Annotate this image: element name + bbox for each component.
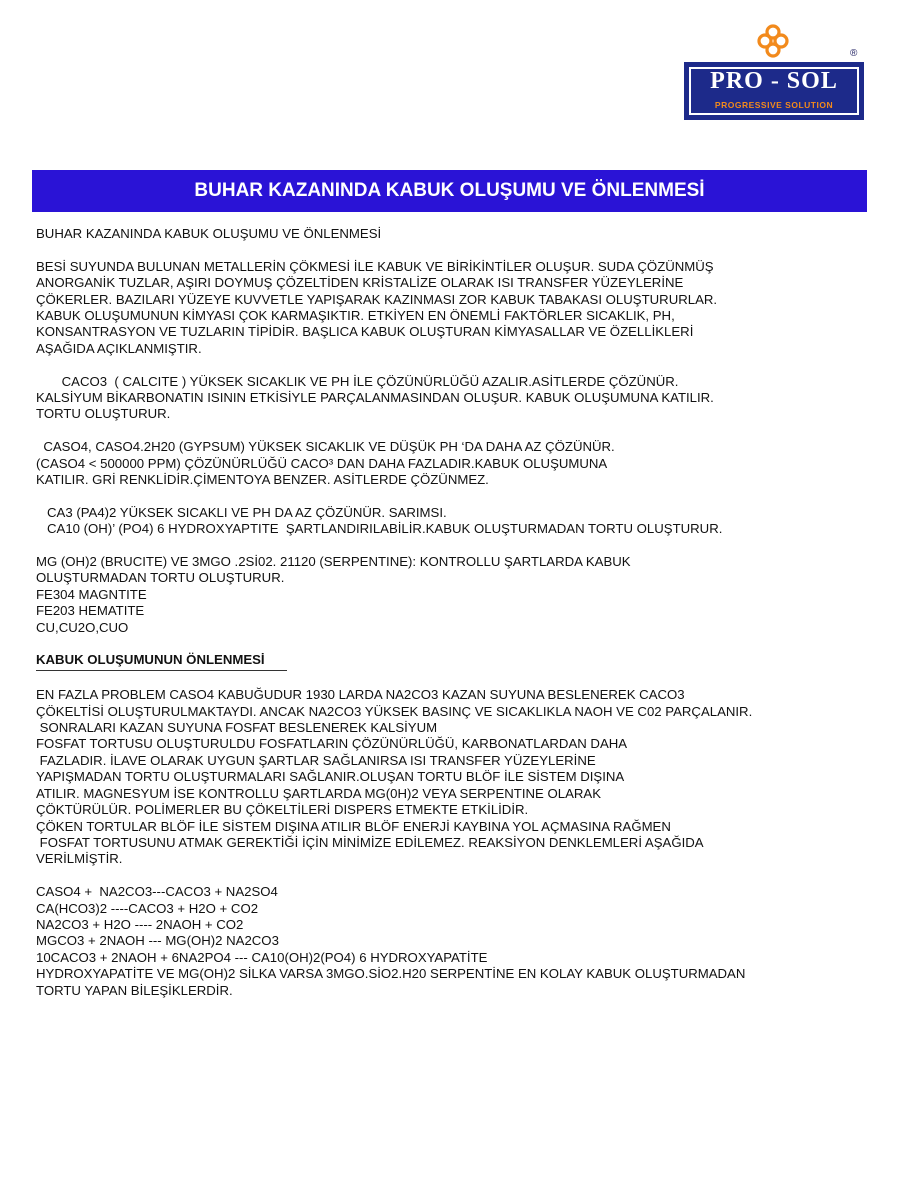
text-line: SONRALARI KAZAN SUYUNA FOSFAT BESLENEREK KALSİYUM	[36, 720, 438, 736]
text-line: MG (OH)2 (BRUCITE) VE 3MGO .2Sİ02. 21120 (SERPENTINE): KONTROLLU ŞARTLARDA KABUK	[36, 554, 631, 570]
text-line: KABUK OLUŞUMUNUN KİMYASI ÇOK KARMAŞIKTIR. ETKİYEN EN ÖNEMLİ FAKTÖRLER SICAKLIK, PH,	[36, 308, 675, 324]
text-line: ANORGANİK TUZLAR, AŞIRI DOYMUŞ ÇÖZELTİDEN KRİSTALİZE OLARAK ISI TRANSFER YÜZEYLERİNE	[36, 275, 684, 291]
text-line: BESİ SUYUNDA BULUNAN METALLERİN ÇÖKMESİ İLE KABUK VE BİRİKİNTİLER OLUŞUR. SUDA ÇÖZÜNMÜŞ	[36, 258, 714, 274]
text-line: EN FAZLA PROBLEM CASO4 KABUĞUDUR 1930 LARDA NA2CO3 KAZAN SUYUNA BESLENEREK CACO3	[36, 687, 685, 703]
text-line: CASO4, CASO4.2H20 (GYPSUM) YÜKSEK SICAKLIK VE DÜŞÜK PH ‘DA DAHA AZ ÇÖZÜNÜR.	[36, 439, 615, 455]
text-line: VERİLMİŞTİR.	[36, 851, 123, 867]
text-line: CA(HCO3)2 ----CACO3 + H2O + CO2	[36, 900, 259, 916]
flower-icon	[754, 24, 792, 58]
text-line: YAPIŞMADAN TORTU OLUŞTURMALARI SAĞLANIR.OLUŞAN TORTU BLÖF İLE SİSTEM DIŞINA	[36, 769, 625, 785]
paragraph	[36, 374, 866, 423]
paragraph	[36, 884, 866, 999]
text-line: TORTU YAPAN BİLEŞİKLERDİR.	[36, 982, 233, 998]
text-line: KATILIR. GRİ RENKLİDİR.ÇİMENTOYA BENZER. ASİTLERDE ÇÖZÜNMEZ.	[36, 472, 489, 488]
text-line: CA10 (OH)’ (PO4) 6 HYDROXYAPTITE ŞARTLANDIRILABİLİR.KABUK OLUŞTURMADAN TORTU OLUŞTURUR.	[36, 521, 723, 537]
text-line: ÇÖKERLER. BAZILARI YÜZEYE KUVVETLE YAPIŞARAK KAZINMASI ZOR KABUK TABAKASI OLUŞTURURLAR.	[36, 291, 718, 307]
text-line: ÇÖKELTİSİ OLUŞTURULMAKTAYDI. ANCAK NA2CO3 YÜKSEK BASINÇ VE SICAKLIKLA NAOH VE C02 PARÇALANIR.	[36, 703, 753, 719]
text-line: CU,CU2O,CUO	[36, 619, 129, 635]
paragraph	[36, 505, 866, 538]
paragraph	[36, 439, 866, 488]
text-line: FAZLADIR. İLAVE OLARAK UYGUN ŞARTLAR SAĞLANIRSA ISI TRANSFER YÜZEYLERİNE	[36, 752, 596, 768]
text-line: KONSANTRASYON VE TUZLARIN TİPİDİR. BAŞLICA KABUK OLUŞTURAN KİMYASALLAR VE ÖZELLİKLERİ	[36, 324, 694, 340]
title-banner: BUHAR KAZANINDA KABUK OLUŞUMU VE ÖNLENMESİ	[32, 170, 867, 212]
text-line: CACO3 ( CALCITE ) YÜKSEK SICAKLIK VE PH İLE ÇÖZÜNÜRLÜĞÜ AZALIR.ASİTLERDE ÇÖZÜNÜR.	[36, 373, 679, 389]
text-line: (CASO4 < 500000 PPM) ÇÖZÜNÜRLÜĞÜ CACO³ DAN DAHA FAZLADIR.KABUK OLUŞUMUNA	[36, 455, 608, 471]
text-line: NA2CO3 + H2O ---- 2NAOH + CO2	[36, 916, 244, 932]
text-line: AŞAĞIDA AÇIKLANMIŞTIR.	[36, 340, 202, 356]
registered-mark: ®	[850, 48, 858, 59]
section-heading: KABUK OLUŞUMUNUN ÖNLENMESİ	[36, 652, 287, 670]
text-line: HYDROXYAPATİTE VE MG(OH)2 SİLKA VARSA 3MGO.SİO2.H20 SERPENTİNE EN KOLAY KABUK OLUŞTURMADAN	[36, 966, 746, 982]
paragraph	[36, 687, 866, 867]
text-line: 10CACO3 + 2NAOH + 6NA2PO4 --- CA10(OH)2(PO4) 6 HYDROXYAPATİTE	[36, 949, 488, 965]
text-line: CASO4 + NA2CO3---CACO3 + NA2SO4	[36, 884, 278, 900]
text-line: ÇÖKEN TORTULAR BLÖF İLE SİSTEM DIŞINA ATILIR BLÖF ENERJİ KAYBINA YOL AÇMASINA RAĞMEN	[36, 818, 671, 834]
text-line: FOSFAT TORTUSUNU ATMAK GEREKTİĞİ İÇİN MİNİMİZE EDİLEMEZ. REAKSİYON DENKLEMLERİ AŞAĞIDA	[36, 834, 704, 850]
text-line: ÇÖKTÜRÜLÜR. POLİMERLER BU ÇÖKELTİLERİ DISPERS ETMEKTE ETKİLİDİR.	[36, 802, 529, 818]
text-line: FOSFAT TORTUSU OLUŞTURULDU FOSFATLARIN ÇÖZÜNÜRLÜĞÜ, KARBONATLARDAN DAHA	[36, 736, 628, 752]
text-line: FE304 MAGNTITE	[36, 586, 147, 602]
logo-box	[684, 62, 864, 120]
text-line: ATILIR. MAGNESYUM İSE KONTROLLU ŞARTLARDA MG(0H)2 VEYA SERPENTINE OLARAK	[36, 785, 601, 801]
text-line: TORTU OLUŞTURUR.	[36, 406, 171, 422]
text-line: OLUŞTURMADAN TORTU OLUŞTURUR.	[36, 570, 285, 586]
pro-sol-logo	[684, 24, 866, 124]
paragraph	[36, 554, 866, 636]
text-line: MGCO3 + 2NAOH --- MG(OH)2 NA2CO3	[36, 933, 279, 949]
text-line: FE203 HEMATITE	[36, 603, 145, 619]
text-line: KALSİYUM BİKARBONATIN ISININ ETKİSİYLE PARÇALANMASINDAN OLUŞUR. KABUK OLUŞUMUNA KATILIR.	[36, 390, 714, 406]
paragraph	[36, 259, 866, 357]
logo-tagline: PROGRESSIVE SOLUTION	[714, 100, 834, 110]
logo-brand: PRO - SOL	[710, 68, 838, 94]
document-body	[36, 226, 866, 999]
intro-title: BUHAR KAZANINDA KABUK OLUŞUMU VE ÖNLENMESİ	[36, 226, 382, 241]
text-line: CA3 (PA4)2 YÜKSEK SICAKLI VE PH DA AZ ÇÖZÜNÜR. SARIMSI.	[36, 504, 447, 520]
